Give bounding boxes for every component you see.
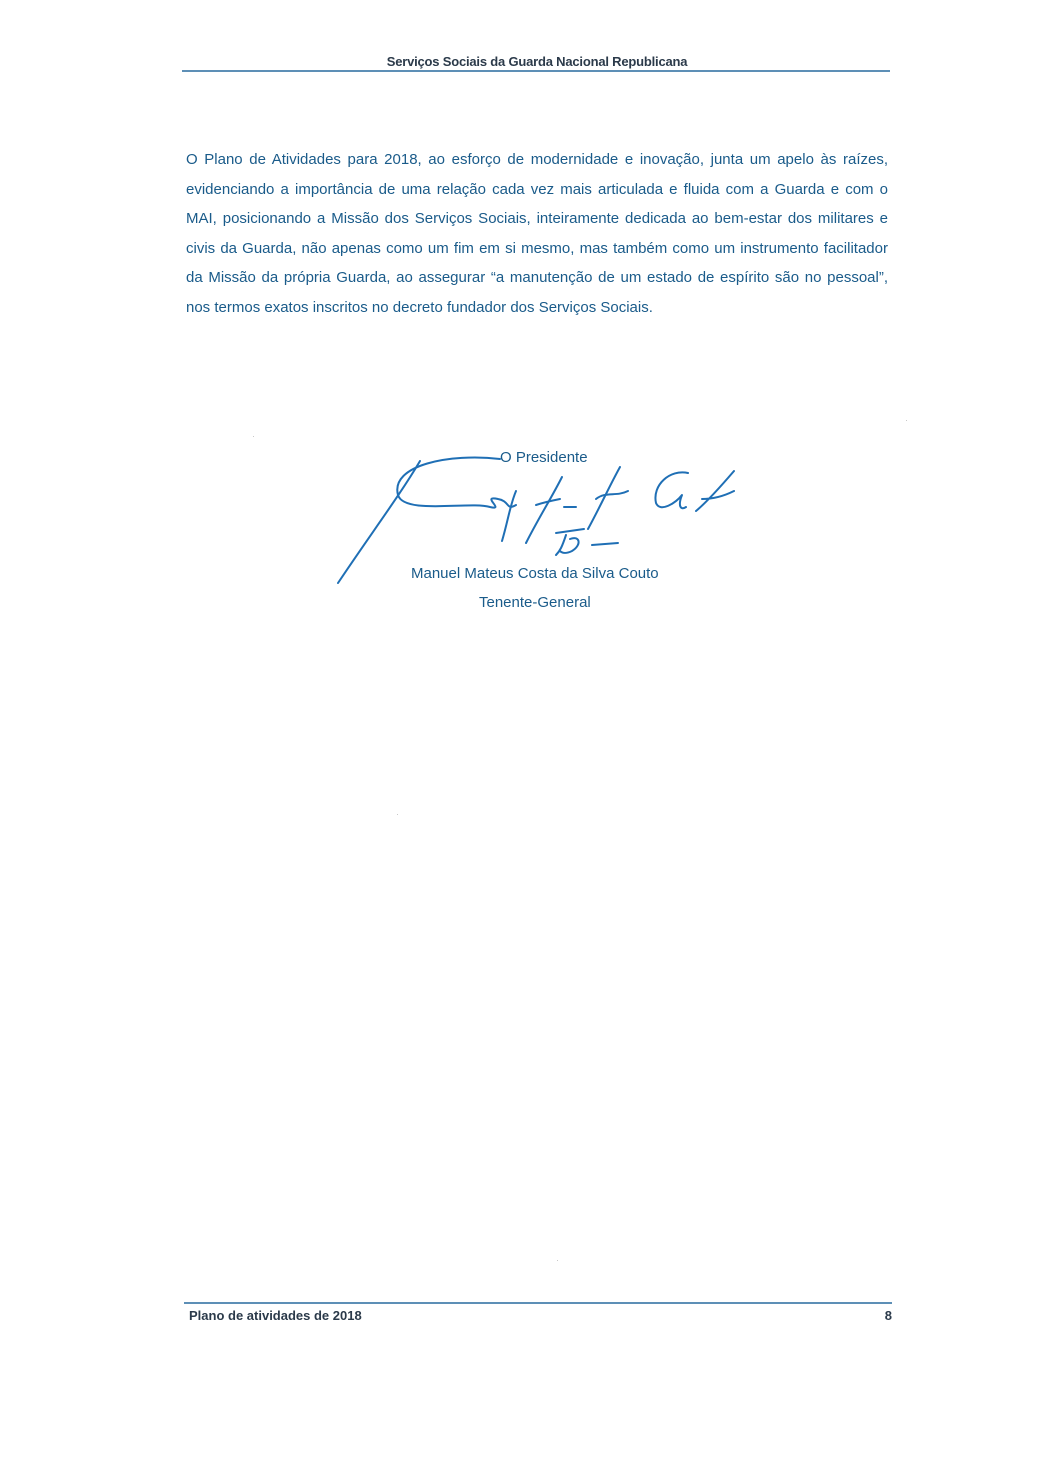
footer-page-number: 8: [884, 1308, 892, 1323]
scan-speck: [906, 420, 907, 421]
signatory-role: O Presidente: [500, 449, 588, 466]
signatory-name: Manuel Mateus Costa da Silva Couto: [411, 565, 659, 582]
scan-speck: [253, 436, 254, 437]
footer-divider: [184, 1302, 892, 1304]
signatory-rank: Tenente-General: [479, 594, 591, 611]
footer-document-title: Plano de atividades de 2018: [189, 1308, 362, 1323]
header-divider: [182, 70, 890, 72]
body-paragraph: O Plano de Atividades para 2018, ao esforço de modernidade e inovação, junta um apelo às raízes, evidenciando a importância de uma relação cada vez mais articulada e fluida com a Guarda e com o MAI, posicionando a Missão dos Serviços Sociais, inteiramente dedicada ao bem-estar dos militares e civis da Guarda, não apenas como um fim em si mesmo, mas também como um instrumento facilitador da Missão da própria Guarda, ao assegurar “a manutenção de um estado de espírito são no pessoal”, nos termos exatos inscritos no decreto fundador dos Serviços Sociais.: [186, 151, 888, 316]
scan-speck: [397, 814, 398, 815]
page-header-title: Serviços Sociais da Guarda Nacional Republicana: [386, 54, 688, 69]
scan-speck: [557, 1260, 558, 1261]
